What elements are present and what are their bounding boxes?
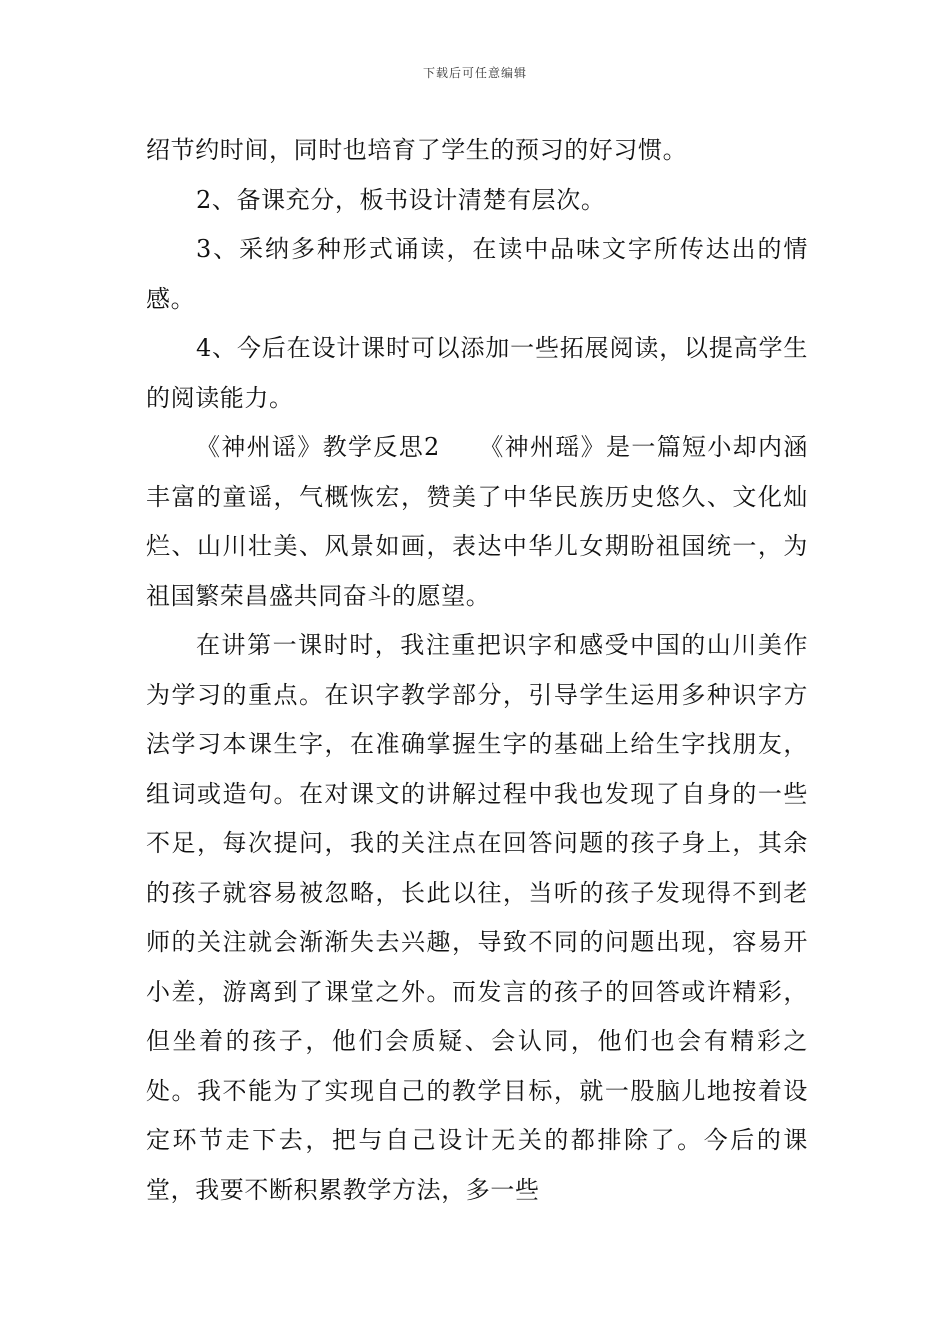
paragraph-point-4: 4、今后在设计课时可以添加一些拓展阅读，以提高学生的阅读能力。	[146, 334, 808, 412]
document-body	[146, 126, 808, 1215]
paragraph-point-2: 2、备课充分，板书设计清楚有层次。	[196, 185, 606, 214]
page-header-note: 下载后可任意编辑	[422, 66, 527, 80]
paragraph-reflection-2-body: 在讲第一课时时，我注重把识字和感受中国的山川美作为学习的重点。在识字教学部分，引导学生运用多种识字方法学习本课生字，在准确掌握生字的基础上给生字找朋友，组词或造句。在对课文的讲解过程中我也发现了自身的一些不足，每次提问，我的关注点在回答问题的孩子身上，其余的孩子就容易被忽略，长此以往，当听的孩子发现得不到老师的关注就会渐渐失去兴趣，导致不同的问题出现，容易开小差，游离到了课堂之外。而发言的孩子的回答或许精彩，但坐着的孩子，他们会质疑、会认同，他们也会有精彩之处。我不能为了实现自己的教学目标，就一股脑儿地按着设定环节走下去，把与自己设计无关的都排除了。今后的课堂，我要不断积累教学方法，多一些	[146, 631, 808, 1204]
paragraph-point-3: 3、采纳多种形式诵读，在读中品味文字所传达出的情感。	[146, 235, 808, 313]
paragraph-continuation: 绍节约时间，同时也培育了学生的预习的好习惯。	[146, 136, 688, 164]
paragraph-reflection-2-intro: 《神州谣》教学反思2 《神州瑶》是一篇短小却内涵丰富的童谣，气概恢宏，赞美了中华民族历史悠久、文化灿烂、山川壮美、风景如画，表达中华儿女期盼祖国统一，为祖国繁荣昌盛共同奋斗的愿望。	[146, 433, 808, 610]
